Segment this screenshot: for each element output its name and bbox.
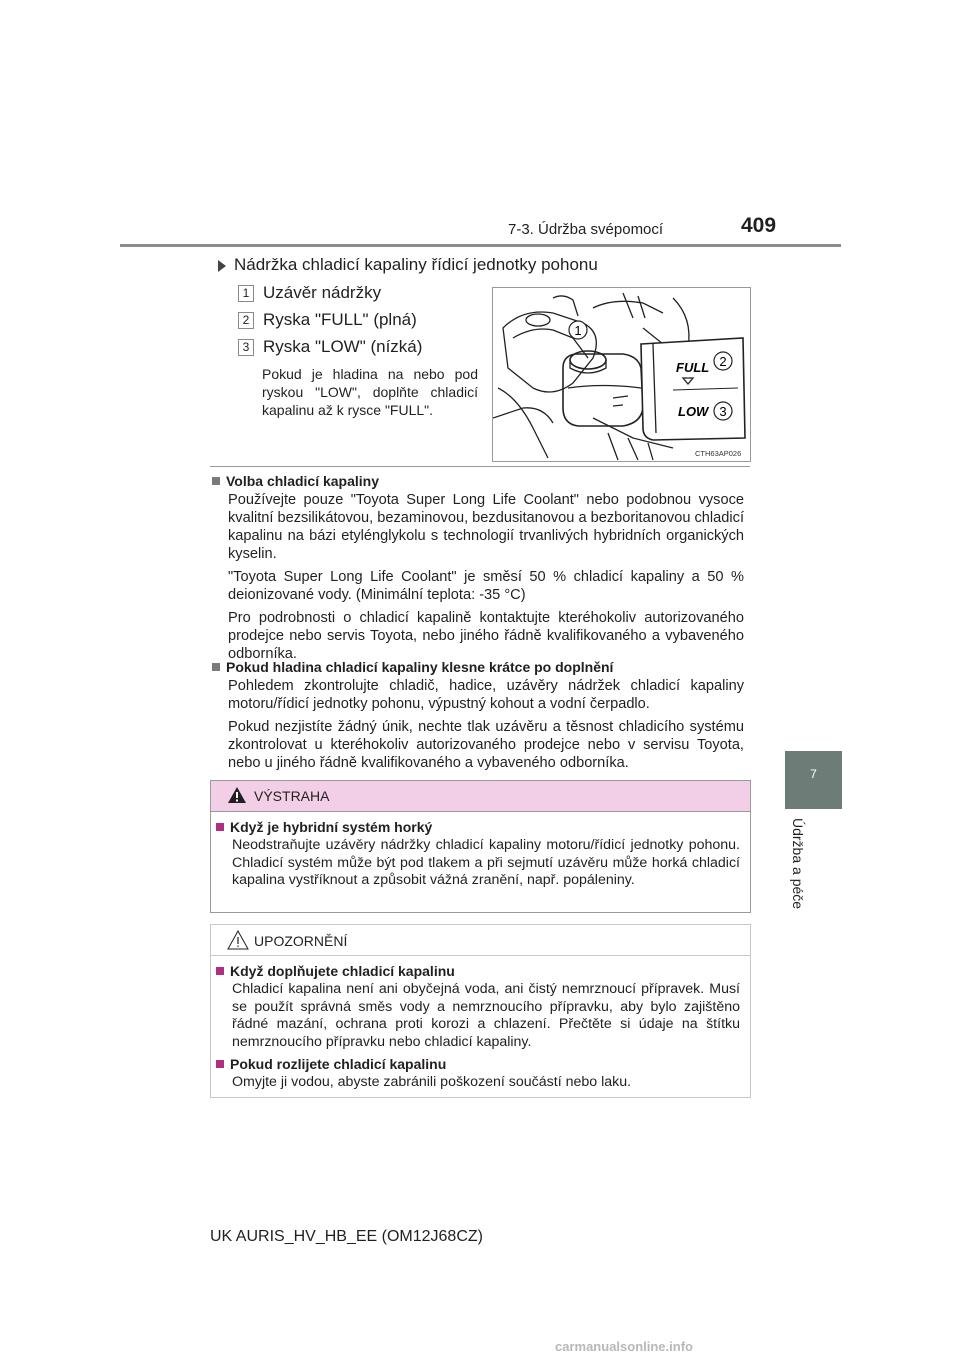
subsection-title-text: Nádržka chladicí kapaliny řídicí jednotky pohonu <box>234 255 598 274</box>
legend-label: Ryska "FULL" (plná) <box>263 310 417 329</box>
paragraph: Používejte pouze "Toyota Super Long Life Coolant" nebo podobnou vysoce kvalitní bezsilikátovou, bezaminovou, bezdusitanovou a bezboritanovou chladicí kapalinu na bázi etylénglykolu s technologií trvanlivých hybridních organických kyselin. <box>228 492 744 562</box>
paragraph: "Toyota Super Long Life Coolant" je směsí 50 % chladicí kapaliny a 50 % deionizované vody. (Minimální teplota: -35 °C) <box>228 569 744 603</box>
section-title-header: 7-3. Údržba svépomocí <box>508 221 664 238</box>
square-bullet-icon <box>216 967 224 975</box>
section-heading-text: Pokud hladina chladicí kapaliny klesne krátce po doplnění <box>226 659 614 675</box>
legend-item-1 <box>238 283 381 303</box>
legend-label: Ryska "LOW" (nízká) <box>263 337 423 356</box>
coolant-reservoir-figure <box>492 287 751 462</box>
chapter-tab-number: 7 <box>810 767 817 781</box>
level-note: Pokud je hladina na nebo pod ryskou "LOW", doplňte chladicí kapalinu až k rysce "FULL". <box>262 366 478 418</box>
engine-bay-illustration <box>493 288 750 461</box>
square-bullet-icon <box>212 477 220 485</box>
callout-3 <box>714 402 732 420</box>
section-coolant-choice <box>212 473 744 668</box>
legend-label: Uzávěr nádržky <box>263 283 382 302</box>
caution-box <box>210 924 751 1098</box>
warning-body <box>211 812 750 890</box>
caution-title: UPOZORNĚNÍ <box>254 933 348 949</box>
header-divider <box>120 244 841 247</box>
callout-number: 3 <box>719 404 727 419</box>
warning-text: Neodstraňujte uzávěry nádržky chladicí kapaliny motoru/řídicí jednotky pohonu. Chladicí systém může být pod tlakem a při sejmutí uzávěru může horká chladicí kapalina vystříknout a způsobit vážná zranění, např. popáleniny. <box>232 837 740 888</box>
square-bullet-icon <box>216 1060 224 1068</box>
triangle-bullet-icon <box>218 260 226 272</box>
caution-heading-text: Pokud rozlijete chladicí kapalinu <box>230 1056 447 1072</box>
legend-number: 3 <box>238 339 254 356</box>
square-bullet-icon <box>212 663 220 671</box>
figure-code: CTH63AP026 <box>695 449 742 458</box>
section-level-drop <box>212 659 744 777</box>
caution-heading <box>216 963 740 979</box>
caution-heading <box>216 1056 740 1072</box>
figure-divider <box>210 466 750 467</box>
warning-title: VÝSTRAHA <box>254 788 330 804</box>
paragraph: Pohledem zkontrolujte chladič, hadice, uzávěry nádržek chladicí kapaliny motoru/řídicí jednotky pohonu, výpustný kohout a vodní čerpadlo. <box>228 678 744 712</box>
callout-1 <box>569 321 587 339</box>
paragraph: Pokud nezjistíte žádný únik, nechte tlak uzávěru a těsnost chladicího systému zkontrolovat u kteréhokoliv autorizovaného prodejce nebo v servisu Toyota, nebo u jiného řádně kvalifikovaného a vybaveného odborníka. <box>228 719 744 771</box>
legend-item-2 <box>238 310 417 330</box>
warning-triangle-icon <box>227 786 247 804</box>
callout-number: 2 <box>719 354 727 369</box>
caution-text: Omyjte ji vodou, abyste zabránili poškození součástí nebo laku. <box>232 1074 632 1090</box>
caution-text: Chladicí kapalina není ani obyčejná voda, ani čistý nemrznoucí přípravek. Musí se použít správná směs vody a nemrznoucího přípravku, aby bylo zajištěno řádné mazání, ochrana proti korozi a chlazení. Přečtěte si údaje na štítku nemrznoucího přípravku nebo chladicí kapaliny. <box>232 981 740 1050</box>
watermark: carmanualsonline.info <box>555 1339 693 1354</box>
legend-number: 2 <box>238 312 254 329</box>
caution-header <box>211 925 750 956</box>
warning-heading <box>216 819 740 835</box>
paragraph: Pro podrobnosti o chladicí kapalině kontaktujte kteréhokoliv autorizovaného prodejce nebo servis Toyota, nebo jiného řádně kvalifikovaného a vybaveného odborníka. <box>228 610 744 662</box>
section-heading <box>212 659 744 675</box>
caution-triangle-icon <box>227 930 249 950</box>
section-heading-text: Volba chladicí kapaliny <box>226 473 380 489</box>
footer-model-code: UK AURIS_HV_HB_EE (OM12J68CZ) <box>210 1228 483 1245</box>
legend-number: 1 <box>238 285 254 302</box>
page-number: 409 <box>741 214 777 237</box>
subsection-title <box>218 255 598 275</box>
warning-heading-text: Když je hybridní systém horký <box>230 819 433 835</box>
warning-box <box>210 780 751 913</box>
caution-body <box>211 956 750 1092</box>
callout-number: 1 <box>574 323 582 338</box>
warning-header <box>211 781 750 812</box>
square-bullet-icon <box>216 823 224 831</box>
section-heading <box>212 473 744 489</box>
legend-item-3 <box>238 337 422 357</box>
callout-2 <box>714 352 732 370</box>
chapter-tab-label: Údržba a péče <box>790 818 806 910</box>
caution-heading-text: Když doplňujete chladicí kapalinu <box>230 963 455 979</box>
low-mark-label: LOW <box>678 404 709 419</box>
full-mark-label: FULL <box>676 360 710 375</box>
